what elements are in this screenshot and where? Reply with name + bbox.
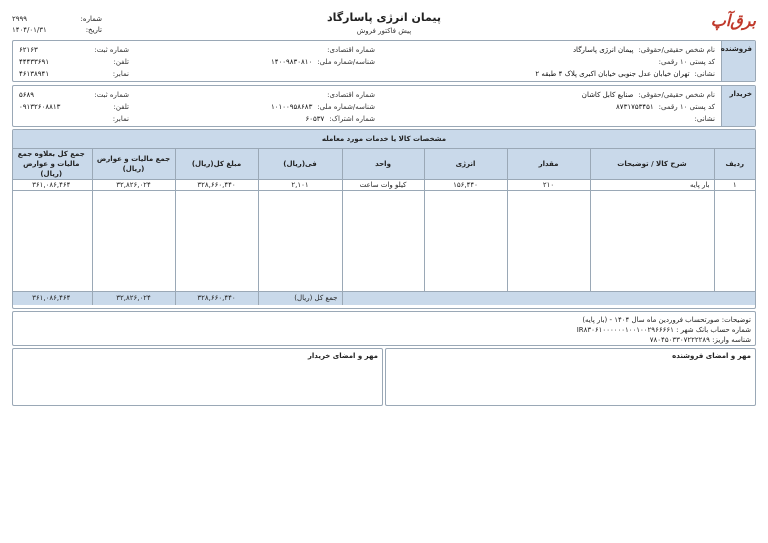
page-title: پیمان انرژی پاسارگاد [326, 11, 442, 24]
buyer-reg-value: ۵۶۸۹ [19, 91, 35, 99]
cell-tax: ۳۲,۸۲۶,۰۲۴ [92, 180, 175, 191]
seller-id-column [165, 44, 375, 68]
seller-reg-value: ۶۲۱۶۳ [19, 46, 38, 54]
invoice-number-value: ۲۹۹۹ [12, 15, 28, 23]
seller-postal-label: کد پستی ۱۰ رقمی: [658, 58, 715, 66]
seller-contact-column [19, 44, 129, 80]
buyer-phone-value: ۰۹۱۳۲۶۰۸۸۱۳ [19, 103, 61, 111]
goods-title: مشخصات کالا یا خدمات مورد معامله [13, 130, 755, 149]
buyer-reg-label: شماره ثبت: [94, 91, 129, 99]
invoice-date-row [12, 25, 102, 36]
col-header-energy: انرژی [424, 149, 507, 180]
buyer-side-label: خریدار [721, 86, 755, 126]
buyer-id-column [165, 89, 375, 125]
seller-reg-label: شماره ثبت: [94, 46, 129, 54]
invoice-date-label: تاریخ: [85, 26, 102, 34]
notes-section [12, 311, 756, 346]
total-label: جمع کل (ریال) [258, 292, 342, 305]
seller-national-value: ۱۴۰۰۹۸۳۰۸۱۰ [270, 58, 313, 66]
seller-fax-value: ۴۶۱۳۸۹۴۱ [19, 70, 50, 78]
total-tax: ۳۲,۸۲۶,۰۲۴ [92, 292, 175, 305]
invoice-number-label: شماره: [80, 15, 102, 23]
seller-side-label: فروشنده [721, 41, 755, 81]
col-header-amount: مبلغ کل(ریال) [175, 149, 258, 180]
seller-fax-label: نمابر: [112, 70, 129, 78]
col-header-total: جمع کل بعلاوه جمع مالیات و عوارض (ریال) [12, 149, 92, 180]
company-logo: برق‌آپ [710, 11, 756, 30]
page-subtitle: پیش فاکتور فروش [356, 27, 412, 35]
col-header-index: ردیف [714, 149, 755, 180]
buyer-sub-value: ۶۰۵۳۷ [305, 115, 325, 123]
buyer-contact-column [19, 89, 129, 125]
buyer-name-value: صنایع کابل کاشان [581, 91, 634, 99]
buyer-phone-label: تلفن: [113, 103, 129, 111]
goods-header-row [12, 149, 755, 180]
col-header-unit: واحد [342, 149, 424, 180]
goods-section [12, 129, 756, 309]
seller-signature-box [385, 348, 756, 406]
seller-signature-label: مهر و امضای فروشنده [672, 352, 751, 360]
table-total-row [12, 292, 755, 305]
buyer-postal-label: کد پستی ۱۰ رقمی: [658, 103, 715, 111]
cell-energy: ۱۵۶,۴۴۰ [424, 180, 507, 191]
total-amount: ۳۲۸,۶۶۰,۴۴۰ [175, 292, 258, 305]
buyer-signature-box [12, 348, 383, 406]
col-header-price: فی(ریال) [258, 149, 342, 180]
cell-qty: ۲۱۰ [507, 180, 590, 191]
table-empty-row [12, 191, 755, 292]
buyer-fax-label: نمابر: [112, 115, 129, 123]
seller-national-label: شناسه/شماره ملی: [317, 58, 375, 66]
notes-description: توضیحات: صورتحساب فروردین ماه سال ۱۴۰۴ - (بار پایه) [582, 316, 751, 324]
total-sum: ۳۶۱,۰۸۶,۴۶۴ [12, 292, 92, 305]
buyer-national-label: شناسه/شماره ملی: [317, 103, 375, 111]
buyer-name-label: نام شخص حقیقی/حقوقی: [638, 91, 715, 99]
seller-phone-value: ۴۴۴۳۳۶۹۱ [19, 58, 50, 66]
buyer-national-value: ۱۰۱۰۰۹۵۸۶۸۳ [270, 103, 313, 111]
seller-phone-label: تلفن: [113, 58, 129, 66]
seller-name-label: نام شخص حقیقی/حقوقی: [638, 46, 715, 54]
goods-table [12, 149, 755, 305]
seller-econ-label: شماره اقتصادی: [327, 46, 375, 54]
buyer-address-label: نشانی: [694, 115, 715, 123]
seller-main-column [385, 44, 715, 80]
buyer-sub-label: شماره اشتراک: [329, 115, 375, 123]
col-header-tax: جمع مالیات و عوارض (ریال) [92, 149, 175, 180]
buyer-main-column [385, 89, 715, 125]
seller-address-value: تهران خیابان عدل جنوبی خیابان اکبری پلاک ۴ طبقه ۲ [535, 70, 690, 78]
cell-index: ۱ [714, 180, 755, 191]
invoice-number-row [12, 14, 102, 25]
invoice-header [12, 6, 756, 38]
invoice-meta [12, 14, 102, 36]
notes-deposit-id: شناسه واریز: ۷۸۰۴۵۰۳۳۰۷۲۲۲۲۸۹ [649, 336, 751, 344]
col-header-desc: شرح کالا / توضیحات [590, 149, 714, 180]
cell-unit: کیلو وات ساعت [342, 180, 424, 191]
buyer-postal-value: ۸۷۳۱۷۵۳۴۵۱ [616, 103, 654, 111]
cell-price: ۲,۱۰۱ [258, 180, 342, 191]
notes-bank-account: شماره حساب بانک شهر : IR۸۳۰۶۱۰۰۰۰۰۰۱۰۰۱۰۰۲۹۶۶۶۶۱ [576, 326, 751, 334]
seller-section [12, 40, 756, 82]
cell-desc: بار پایه [590, 180, 714, 191]
buyer-econ-label: شماره اقتصادی: [327, 91, 375, 99]
seller-name-value: پیمان انرژی پاسارگاد [572, 46, 634, 54]
cell-amount: ۳۲۸,۶۶۰,۴۴۰ [175, 180, 258, 191]
table-row [12, 180, 755, 191]
invoice-date-value: ۱۴۰۴/۰۱/۳۱ [12, 26, 47, 34]
col-header-qty: مقدار [507, 149, 590, 180]
buyer-signature-label: مهر و امضای خریدار [307, 352, 378, 360]
buyer-section [12, 85, 756, 127]
cell-total: ۳۶۱,۰۸۶,۴۶۴ [12, 180, 92, 191]
seller-address-label: نشانی: [694, 70, 715, 78]
